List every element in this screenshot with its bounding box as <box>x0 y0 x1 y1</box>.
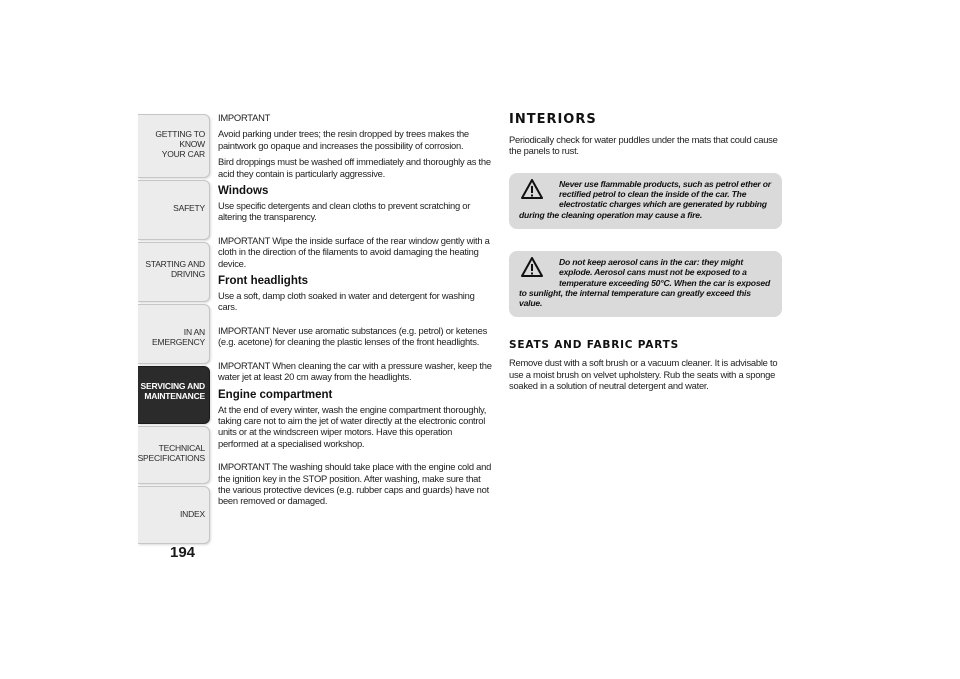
page-number: 194 <box>170 544 196 561</box>
left-column <box>218 112 493 512</box>
paragraph-engine-washing: IMPORTANT The washing should take place with the engine cold and the ignition key in the STOP position. After washing, make sure that the various protective devices (e.g. rubber caps and guards) have not been removed or damaged. <box>218 461 492 507</box>
warning-aerosol-text: Do not keep aerosol cans in the car: they might explode. Aerosol cans must not be exposed to a temperature exceeding 50°C. When the car is exposed <box>559 257 771 288</box>
tab-technical-specifications[interactable] <box>138 426 210 484</box>
warning-aerosol-text-cont: to sunlight, the internal temperature can greatly exceed this value. <box>519 287 751 309</box>
tab-label: SAFETY <box>173 203 205 213</box>
paragraph-parking: Avoid parking under trees; the resin dropped by trees makes the paintwork go opaque and increases the possibility of corrosion. <box>218 128 469 151</box>
paragraph-engine-winter: At the end of every winter, wash the engine compartment thoroughly, taking care not to aim the jet of water directly at the electronic control units or at the windscreen wiper motors. Have this operation performed at a specialised workshop. <box>218 403 487 449</box>
tab-safety[interactable] <box>138 180 210 240</box>
warning-flammable-text-cont: during the cleaning operation may cause a fire. <box>519 209 703 220</box>
paragraph-headlights-pressure: IMPORTANT When cleaning the car with a pressure washer, keep the water jet at least 20 cm away from the headlights. <box>218 359 492 383</box>
heading-windows: Windows <box>218 185 269 198</box>
warning-flammable-text: Never use flammable products, such as petrol ether or rectified petrol to clean the inside of the car. The electrostatic charges which are generated by rubbing <box>559 178 771 210</box>
tab-starting-and-driving[interactable] <box>138 242 210 302</box>
paragraph-interiors-puddles: Periodically check for water puddles under the mats that could cause the panels to rust. <box>509 134 778 157</box>
warning-triangle-icon <box>521 179 543 199</box>
paragraph-windows-detergents: Use specific detergents and clean cloths to prevent scratching or altering the transparency. <box>218 200 471 223</box>
warning-box-aerosol <box>509 251 782 317</box>
heading-engine-compartment: Engine compartment <box>218 388 333 401</box>
paragraph-windows-rear: IMPORTANT Wipe the inside surface of the rear window gently with a cloth in the direction of the filaments to avoid damaging the heating device. <box>218 234 490 269</box>
heading-front-headlights: Front headlights <box>218 275 309 288</box>
heading-interiors: INTERIORS <box>509 112 597 127</box>
tab-label: STARTING AND DRIVING <box>145 259 205 279</box>
warning-box-flammable <box>509 173 782 229</box>
paragraph-headlights-cloth: Use a soft, damp cloth soaked in water and detergent for washing cars. <box>218 290 475 313</box>
tab-in-an-emergency[interactable] <box>138 304 210 364</box>
tab-label: TECHNICAL SPECIFICATIONS <box>137 443 205 463</box>
tab-getting-to-know-your-car[interactable] <box>138 114 210 178</box>
paragraph-headlights-aromatic: IMPORTANT Never use aromatic substances (e.g. petrol) or ketenes (e.g. acetone) for cleaning the plastic lenses of the front headlights. <box>218 324 488 348</box>
heading-seats-and-fabric-parts: SEATS AND FABRIC PARTS <box>509 339 679 352</box>
warning-triangle-icon <box>521 257 543 277</box>
paragraph-bird-droppings: Bird droppings must be washed off immediately and thoroughly as the acid they contain is particularly aggressive. <box>218 156 491 179</box>
tab-servicing-and-maintenance[interactable] <box>138 366 210 424</box>
tab-label: INDEX <box>180 509 205 519</box>
tab-label: SERVICING AND MAINTENANCE <box>140 381 205 401</box>
tab-label: IN AN EMERGENCY <box>152 327 205 347</box>
tab-index[interactable] <box>138 486 210 544</box>
tab-label: GETTING TO KNOW YOUR CAR <box>155 129 205 159</box>
right-column <box>509 112 782 397</box>
important-label: IMPORTANT <box>218 112 271 123</box>
paragraph-seats: Remove dust with a soft brush or a vacuum cleaner. It is advisable to use a moist brush on velvet upholstery. Rub the seats with a sponge soaked in a solution of neutral detergent and water. <box>509 357 778 392</box>
